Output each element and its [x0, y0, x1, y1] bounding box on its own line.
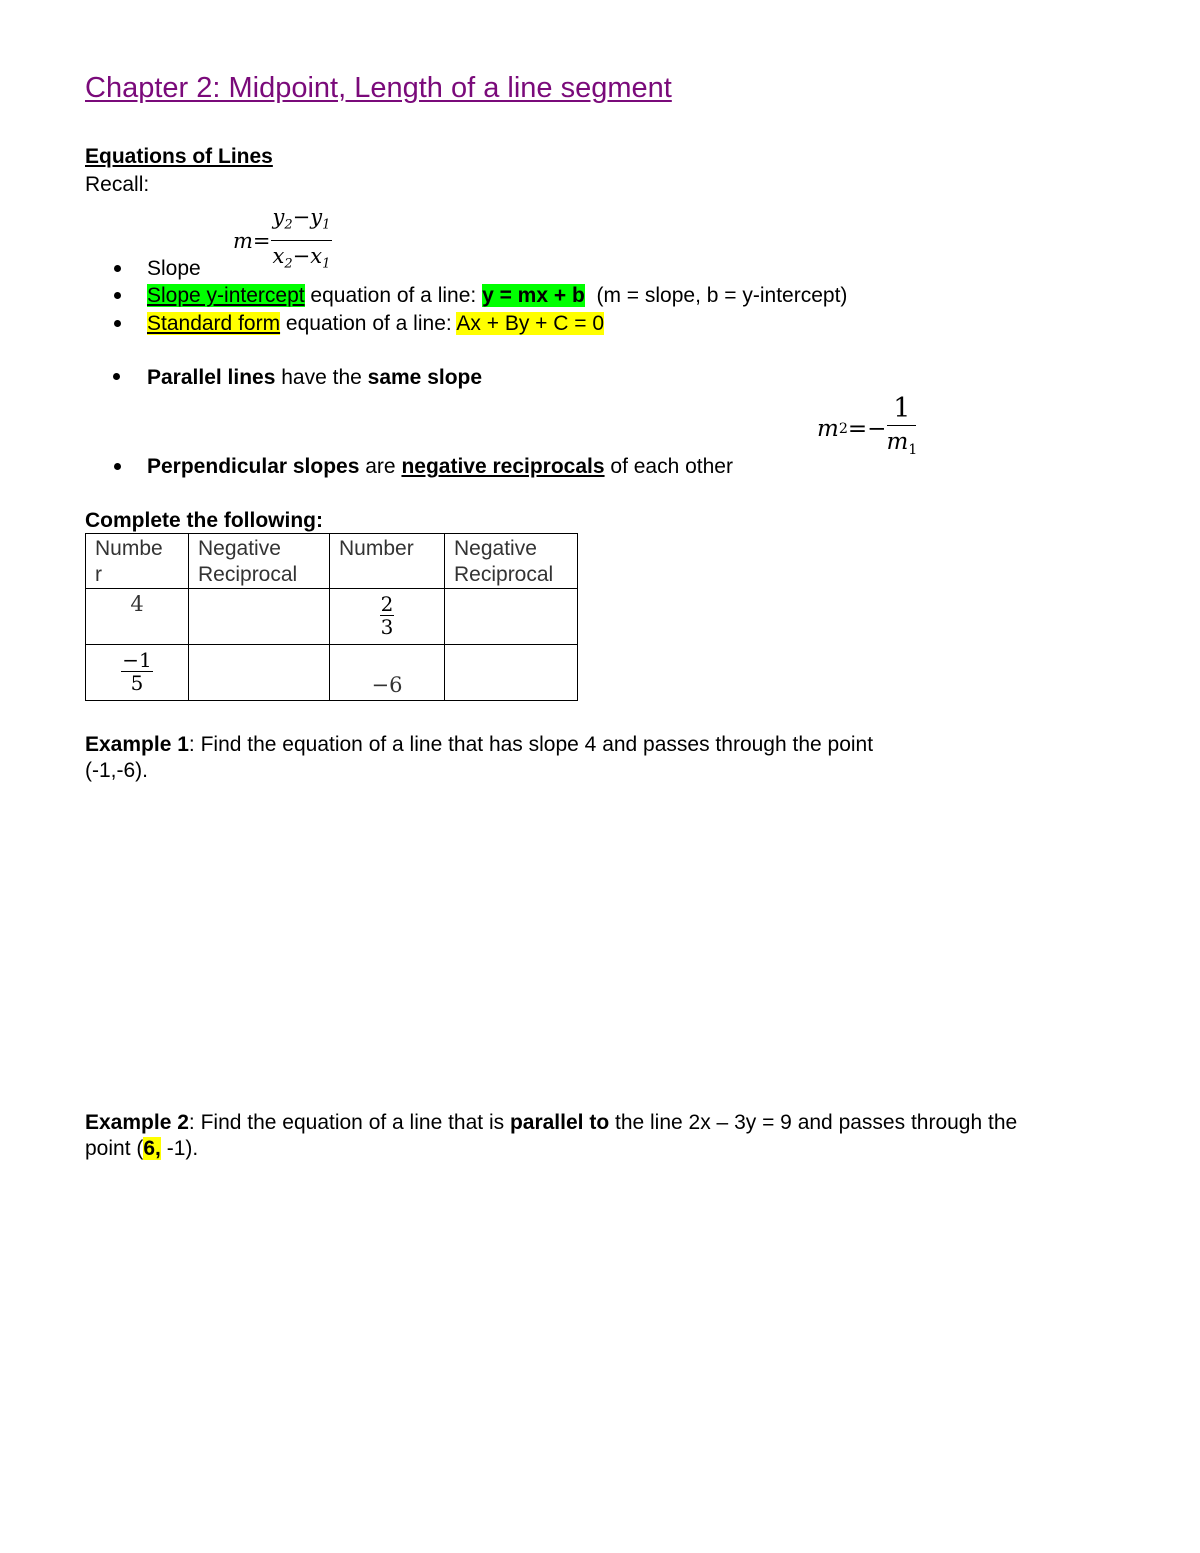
bullet-slope-intercept: [147, 284, 847, 308]
bullet-standard-form: [147, 312, 604, 336]
formula-x2-sub: 2: [284, 256, 293, 272]
table-row: [86, 589, 578, 645]
header-number-1: Numbe r: [95, 537, 163, 586]
table-cell: [86, 645, 189, 701]
perp-equals-minus: =−: [847, 416, 887, 443]
formula-minus-2: −: [292, 243, 311, 268]
example-2: [85, 1110, 1017, 1162]
table-header-cell: [189, 534, 330, 589]
example-2-point-close: -1).: [160, 1137, 199, 1160]
recall-label: Recall:: [85, 173, 150, 196]
table-header-cell: [445, 534, 578, 589]
example-2-point-open: point (: [85, 1137, 144, 1160]
example-1-line-1: [85, 732, 873, 758]
formula-y2-sub: 2: [284, 217, 293, 233]
table-cell-empty[interactable]: [445, 645, 578, 701]
standard-form-highlight: Standard form: [147, 312, 281, 335]
row2-frac-num: −1: [122, 648, 152, 672]
negative-reciprocals-bold: negative reciprocals: [401, 455, 605, 478]
row2-frac-den: 5: [130, 671, 144, 695]
bullet-slope: [147, 257, 201, 281]
header-negative-reciprocal-1: Negative Reciprocal: [198, 537, 298, 586]
perpendicular-text: are: [359, 455, 402, 478]
row1-fraction: [380, 593, 395, 638]
example-1: [85, 732, 873, 784]
bullet-dot: [114, 463, 121, 470]
perp-m2: m: [817, 416, 839, 443]
example-2-text-b: the line 2x – 3y = 9 and passes through the: [609, 1111, 1018, 1134]
table-row: [86, 645, 578, 701]
parallel-text: have the: [275, 366, 368, 389]
example-1-text: : Find the equation of a line that has slope 4 and passes through the point: [188, 733, 874, 756]
row2-fraction: [121, 649, 152, 694]
header-number-2: Number: [339, 537, 414, 560]
perpendicular-slopes-bold: Perpendicular slopes: [147, 455, 360, 478]
slope-formula: [233, 203, 332, 279]
slope-formula-fraction: [271, 203, 333, 279]
formula-y1-sub: 1: [322, 217, 331, 233]
table-row: [86, 534, 578, 589]
slope-intercept-highlight: Slope y-intercept: [147, 284, 305, 307]
perp-m2-sub: 2: [838, 421, 848, 438]
bullet-dot: [114, 320, 121, 327]
row1-frac-num: 2: [380, 592, 394, 616]
slope-intercept-text: equation of a line:: [304, 284, 483, 307]
table-cell: [330, 589, 445, 645]
slope-intercept-equation: y = mx + b: [482, 284, 585, 307]
perpendicular-end-text: of each other: [604, 455, 733, 478]
table-cell-empty[interactable]: [189, 645, 330, 701]
bullet-perpendicular: [147, 455, 733, 479]
bullet-parallel: [147, 366, 482, 390]
reciprocal-table: [85, 533, 578, 701]
parallel-lines-bold: Parallel lines: [147, 366, 276, 389]
bullet-dot: [113, 373, 120, 380]
slope-formula-lhs: m=: [233, 229, 271, 254]
example-2-line-2: [85, 1136, 1017, 1162]
example-2-text-a: : Find the equation of a line that is: [188, 1111, 510, 1134]
row2-number: −6: [371, 673, 403, 697]
slope-intercept-note: (m = slope, b = y-intercept): [584, 284, 848, 307]
table-header-cell: [330, 534, 445, 589]
table-cell-empty[interactable]: [189, 589, 330, 645]
bullet-dot: [114, 292, 121, 299]
row1-number: 4: [130, 592, 144, 616]
section-heading: Equations of Lines: [85, 145, 273, 168]
perpendicular-formula: [817, 393, 917, 466]
formula-x1: x: [310, 243, 323, 268]
formula-y2: y: [272, 205, 285, 229]
row1-frac-den: 3: [380, 615, 394, 639]
formula-x2: x: [272, 243, 285, 268]
page-title: Chapter 2: Midpoint, Length of a line segment: [85, 72, 672, 104]
standard-form-equation: Ax + By + C = 0: [456, 312, 605, 335]
example-2-highlight: 6,: [143, 1137, 161, 1160]
table-cell: [86, 589, 189, 645]
table-header-cell: [86, 534, 189, 589]
example-2-label: Example 2: [85, 1111, 189, 1134]
complete-heading: Complete the following:: [85, 509, 323, 532]
formula-y1: y: [310, 205, 323, 229]
table-cell-empty[interactable]: [445, 589, 578, 645]
formula-minus-1: −: [292, 205, 311, 229]
perp-numerator: 1: [887, 393, 916, 426]
example-2-line-1: [85, 1110, 1017, 1136]
example-1-label: Example 1: [85, 733, 189, 756]
bullet-dot: [114, 265, 121, 272]
standard-form-text: equation of a line:: [280, 312, 457, 335]
bullet-slope-text: Slope: [147, 257, 201, 280]
example-2-parallel-bold: parallel to: [509, 1111, 610, 1134]
perp-fraction: [886, 393, 917, 466]
perp-m1: m: [886, 429, 909, 455]
table-cell: [330, 645, 445, 701]
formula-x1-sub: 1: [322, 256, 331, 272]
perp-m1-sub: 1: [908, 441, 918, 458]
header-negative-reciprocal-2: Negative Reciprocal: [454, 537, 554, 586]
same-slope-bold: same slope: [367, 366, 483, 389]
example-1-line-2: (-1,-6).: [85, 759, 148, 782]
